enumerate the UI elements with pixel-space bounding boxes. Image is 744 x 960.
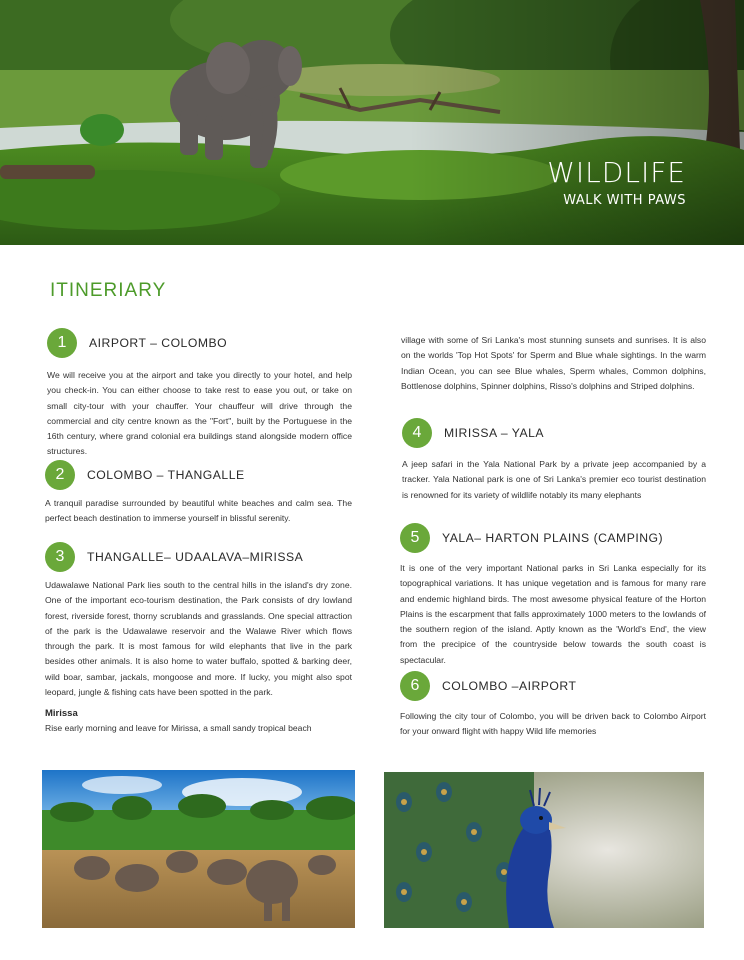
step-description: It is one of the very important National parks in Sri Lanka especially for its topographical variations. It has unique vegetation and is famous for many rare and endemic highland birds. The most awesome physical feature of the Horton Plains is the escarpment that falls approximately 1000 meters to the lowlands of the southern region of the island. Aptly known as the 'World's End', the view from the precipice of the countryside below towards the south coast is spectacular. — [400, 563, 706, 665]
continued-description: village with some of Sri Lanka's most stunning sunsets and sunrises. It is also on the worlds 'Top Hot Spots' for Sperm and Blue whale sightings. In the warm Indian Ocean, you can see Blue whales, Sperm whales, Common dolphins, Bottlenose dolphins, Spinner dolphins, Risso's dolphins and Striped dolphins. — [401, 335, 706, 391]
step-number-badge: 5 — [400, 523, 430, 553]
hero-image — [0, 0, 744, 245]
step-3-continued — [401, 333, 706, 394]
step-title: AIRPORT – COLOMBO — [89, 336, 228, 350]
itinerary-step-4 — [402, 418, 706, 503]
step-description: Udawalawe National Park lies south to the central hills in the island's dry zone. One of the important eco-tourism destination, the Park consists of dry lowland forest, riverside forest, thorny scrublands and grasslands. One special attraction of the park is the Udawalawe reservoir and the Walawe River which flows through the park. It is most famous for wild elephants that live in the park besides other animals. It is also home to water buffalo, spotted & barking deer, wild boar, sambar, jackals, mongoose and more. If lucky, you might also spot leopard, jungle & fishing cats have been spotted in the park. — [45, 580, 352, 698]
step-title: THANGALLE– UDAALAVA–MIRISSA — [87, 550, 304, 564]
hero-banner — [0, 0, 744, 245]
step-title: YALA– HARTON PLAINS (CAMPING) — [442, 531, 664, 545]
step-description: Following the city tour of Colombo, you will be driven back to Colombo Airport for your onward flight with happy Wild life memories — [400, 711, 706, 737]
hero-title: WILDLIFE — [547, 156, 686, 189]
step-title: COLOMBO –AIRPORT — [442, 679, 577, 693]
itinerary-step-6 — [400, 671, 706, 740]
step-number-badge: 1 — [47, 328, 77, 358]
itinerary-step-5 — [400, 523, 706, 668]
sub-description: Rise early morning and leave for Mirissa, a small sandy tropical beach — [45, 723, 312, 734]
step-number-badge: 4 — [402, 418, 432, 448]
step-description: A jeep safari in the Yala National Park by a private jeep accompanied by a tracker. Yala National park is one of Sri Lanka's premier eco tourist destination is renowned for its variety of wildlife notably its many elephants — [402, 459, 706, 500]
step-description: A tranquil paradise surrounded by beautiful white beaches and calm sea. The perfect beach destination to immerse yourself in blissful serenity. — [45, 498, 352, 524]
step-description: We will receive you at the airport and take you directly to your hotel, and help you check-in. You can either choose to take rest to ease you out, or take on small city-tour with your chauffer. Your chauffeur will drive through the commercial and city centre known as the "Fort", built by the Portuguese in the 16th century, where grand colonial era buildings stand alongside modern office structures. — [47, 370, 352, 457]
peacock-photo — [384, 772, 704, 928]
sub-heading-mirissa: Mirissa — [45, 708, 78, 720]
step-title: COLOMBO – THANGALLE — [87, 468, 245, 482]
elephants-photo — [42, 770, 355, 928]
step-number-badge: 2 — [45, 460, 75, 490]
itinerary-step-1 — [47, 328, 352, 460]
itinerary-step-2 — [45, 460, 352, 527]
section-title: ITINERIARY — [50, 280, 167, 301]
step-number-badge: 6 — [400, 671, 430, 701]
step-title: MIRISSA – YALA — [444, 426, 545, 440]
step-number-badge: 3 — [45, 542, 75, 572]
itinerary-step-3 — [45, 542, 352, 737]
hero-subtitle: WALK WITH PAWS — [563, 193, 686, 208]
